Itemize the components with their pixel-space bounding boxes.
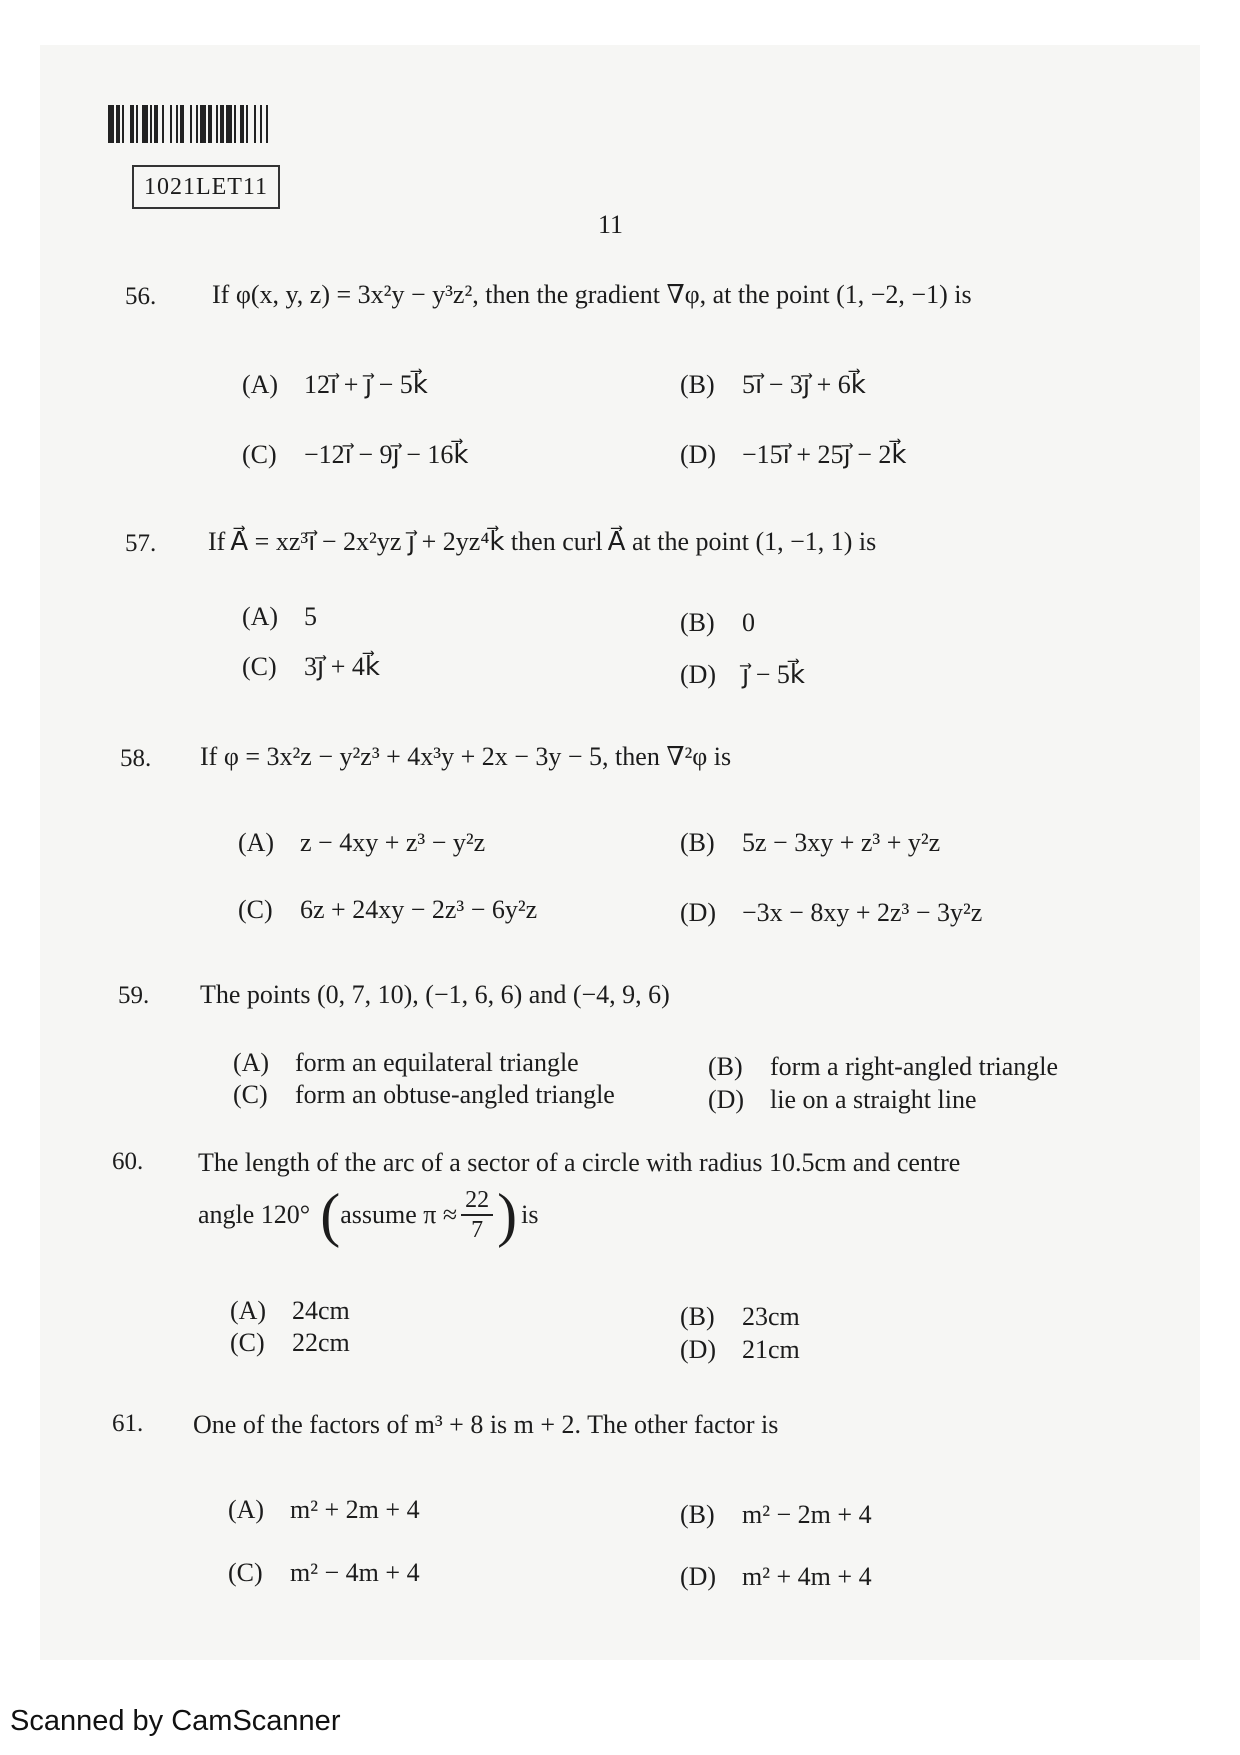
- option-c: [242, 440, 469, 470]
- option-text: 0: [742, 608, 755, 637]
- option-text: 22cm: [292, 1328, 350, 1357]
- option-label: (C): [242, 652, 277, 681]
- option-text: j⃗ − 5k⃗: [742, 660, 805, 689]
- right-paren: ): [497, 1182, 518, 1248]
- option-b: [680, 828, 940, 858]
- option-text: form an obtuse-angled triangle: [295, 1080, 615, 1109]
- option-text: form an equilateral triangle: [295, 1048, 579, 1077]
- option-c: [233, 1080, 615, 1110]
- option-label: (B): [708, 1052, 743, 1081]
- question-text: One of the factors of m³ + 8 is m + 2. The other factor is: [193, 1410, 779, 1439]
- option-text: −12i⃗ − 9j⃗ − 16k⃗: [304, 440, 469, 469]
- option-label: (C): [242, 440, 277, 469]
- option-label: (A): [228, 1495, 265, 1524]
- option-text: −3x − 8xy + 2z³ − 3y²z: [742, 898, 983, 927]
- option-b: [680, 608, 755, 638]
- option-d: [680, 660, 805, 690]
- option-text: 5z − 3xy + z³ + y²z: [742, 828, 941, 857]
- option-d: [680, 1335, 800, 1365]
- option-c: [228, 1558, 420, 1588]
- question-number: 57.: [125, 530, 157, 557]
- question-number: 60.: [112, 1148, 144, 1175]
- barcode-stripe: [268, 105, 270, 143]
- option-d: [680, 1562, 872, 1592]
- question-text: The points (0, 7, 10), (−1, 6, 6) and (−4, 9, 6): [200, 980, 670, 1009]
- scanner-watermark: Scanned by CamScanner: [10, 1705, 341, 1737]
- option-text: 12i⃗ + j⃗ − 5k⃗: [304, 370, 428, 399]
- option-label: (B): [680, 1500, 715, 1529]
- angle-text: angle 120°: [198, 1200, 311, 1229]
- option-text: form a right-angled triangle: [770, 1052, 1059, 1081]
- option-a: [228, 1495, 420, 1525]
- option-label: (D): [680, 1335, 717, 1364]
- paper-code: 1021LET11: [132, 165, 280, 209]
- option-label: (D): [680, 898, 717, 927]
- option-label: (B): [680, 828, 715, 857]
- option-label: (B): [680, 370, 715, 399]
- option-d: [708, 1085, 977, 1115]
- option-d: [680, 440, 907, 470]
- option-b: [680, 1500, 872, 1530]
- option-text: lie on a straight line: [770, 1085, 977, 1114]
- option-a: [242, 602, 317, 632]
- question-text: If A⃗ = xz³i⃗ − 2x²yz j⃗ + 2yz⁴k⃗ then curl A⃗ at the point (1, −1, 1) is: [208, 527, 877, 556]
- assume-text: assume π ≈: [340, 1200, 458, 1229]
- option-c: [238, 895, 537, 925]
- option-text: z − 4xy + z³ − y²z: [300, 828, 486, 857]
- question-number: 61.: [112, 1410, 144, 1437]
- option-c: [230, 1328, 350, 1358]
- option-text: 6z + 24xy − 2z³ − 6y²z: [300, 895, 538, 924]
- page-number: 11: [598, 210, 624, 239]
- option-b: [680, 370, 866, 400]
- option-text: 5: [304, 602, 317, 631]
- left-paren: (: [320, 1182, 341, 1248]
- option-a: [230, 1296, 350, 1326]
- option-label: (A): [233, 1048, 270, 1077]
- option-text: m² − 2m + 4: [742, 1500, 872, 1529]
- question-number: 59.: [118, 982, 150, 1009]
- option-label: (A): [230, 1296, 267, 1325]
- is-text: is: [521, 1200, 539, 1229]
- option-a: [233, 1048, 579, 1078]
- option-label: (D): [680, 1562, 717, 1591]
- option-text: 21cm: [742, 1335, 800, 1364]
- option-label: (B): [680, 1302, 715, 1331]
- option-c: [242, 652, 380, 682]
- option-text: 24cm: [292, 1296, 350, 1325]
- option-d: [680, 898, 982, 928]
- fraction-numerator: 22: [461, 1186, 493, 1216]
- pi-fraction: [461, 1186, 493, 1244]
- option-label: (A): [238, 828, 275, 857]
- option-text: 5i⃗ − 3j⃗ + 6k⃗: [742, 370, 866, 399]
- question-text: If φ = 3x²z − y²z³ + 4x³y + 2x − 3y − 5, then ∇²φ is: [200, 742, 732, 771]
- option-b: [708, 1052, 1058, 1082]
- question-number: 58.: [120, 745, 152, 772]
- fraction-denominator: 7: [471, 1217, 484, 1243]
- question-text: If φ(x, y, z) = 3x²y − y³z², then the gradient ∇φ, at the point (1, −2, −1) is: [212, 280, 972, 309]
- option-text: −15i⃗ + 25j⃗ − 2k⃗: [742, 440, 907, 469]
- question-number: 56.: [125, 283, 157, 310]
- option-b: [680, 1302, 800, 1332]
- option-label: (D): [708, 1085, 745, 1114]
- option-label: (A): [242, 602, 279, 631]
- option-text: 23cm: [742, 1302, 800, 1331]
- option-text: m² + 2m + 4: [290, 1495, 420, 1524]
- question-text-line2: [198, 1182, 539, 1248]
- option-label: (C): [230, 1328, 265, 1357]
- option-label: (A): [242, 370, 279, 399]
- option-label: (C): [228, 1558, 263, 1587]
- option-label: (C): [233, 1080, 268, 1109]
- option-text: 3j⃗ + 4k⃗: [304, 652, 380, 681]
- question-text: The length of the arc of a sector of a circle with radius 10.5cm and centre: [198, 1148, 961, 1177]
- option-text: m² + 4m + 4: [742, 1562, 872, 1591]
- option-label: (C): [238, 895, 273, 924]
- option-text: m² − 4m + 4: [290, 1558, 420, 1587]
- option-label: (D): [680, 660, 717, 689]
- option-label: (B): [680, 608, 715, 637]
- option-label: (D): [680, 440, 717, 469]
- option-a: [238, 828, 485, 858]
- barcode: [108, 105, 378, 143]
- option-a: [242, 370, 428, 400]
